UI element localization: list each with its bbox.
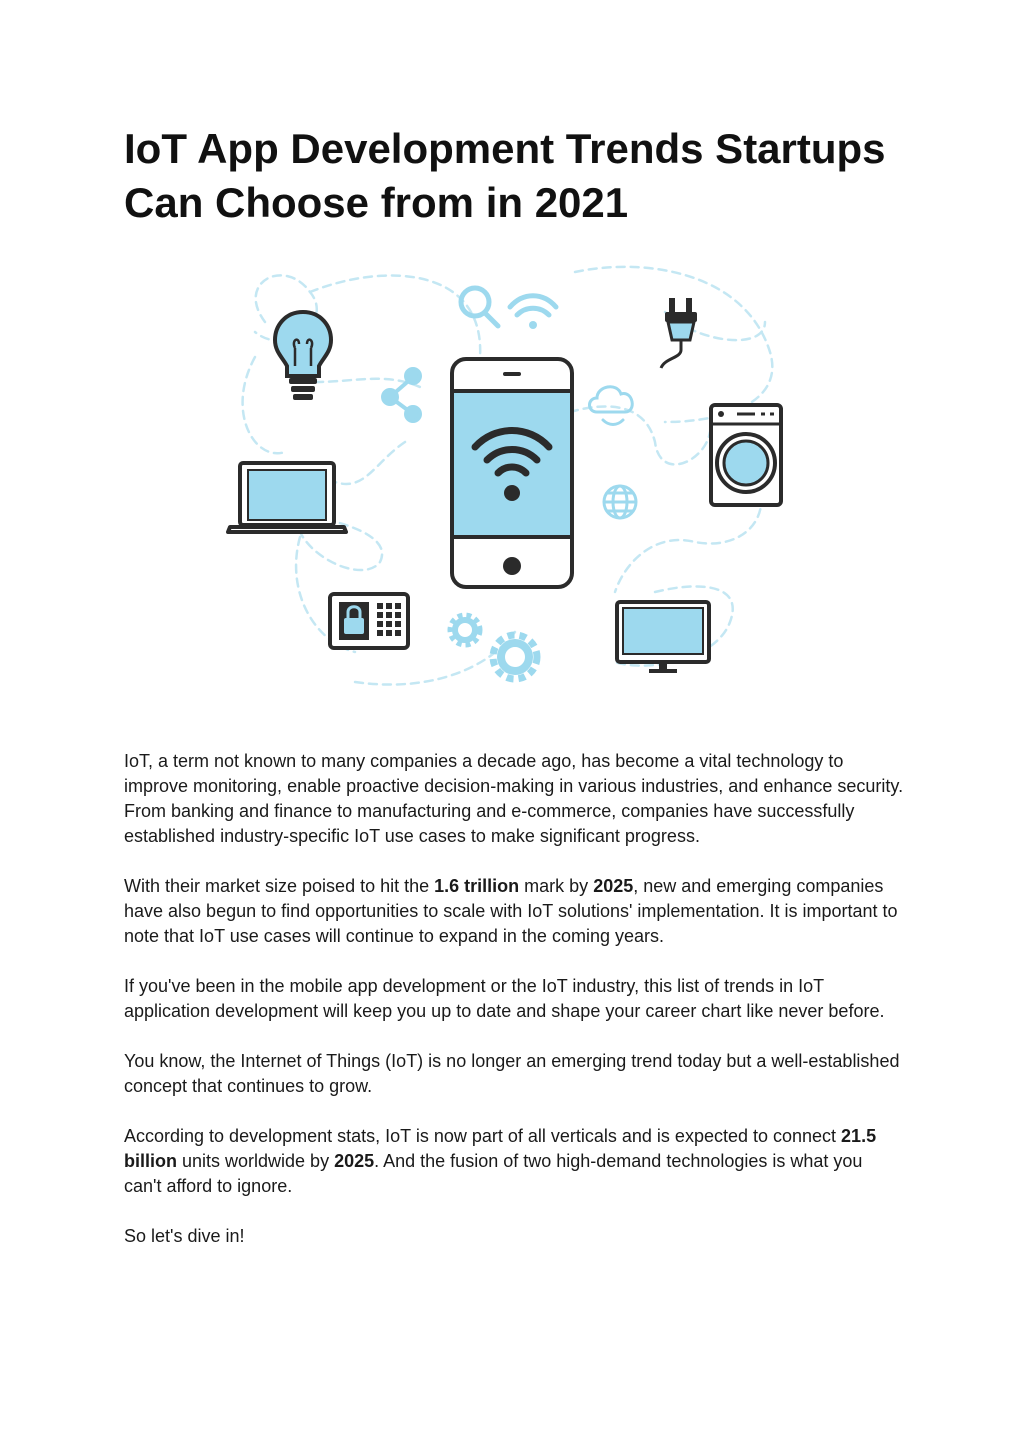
washing-machine-icon <box>711 405 781 505</box>
paragraph-5 <box>124 1124 904 1199</box>
connected-units-value: 21.5 billion <box>124 1126 877 1171</box>
paragraph-5-text-c: . And the fusion of two high-demand technologies is what you can't afford to ignore. <box>124 1151 863 1196</box>
wifi-icon <box>510 296 556 329</box>
monitor-icon <box>617 602 709 673</box>
globe-icon <box>604 486 636 518</box>
power-plug-icon <box>661 298 697 368</box>
share-icon <box>383 369 420 421</box>
smartphone-wifi-icon <box>452 359 572 587</box>
paragraph-1: IoT, a term not known to many companies a decade ago, has become a vital technology to improve monitoring, enable proactive decision-making in various industries, and enhance security. From banking and finance to manufacturing and e-commerce, companies have successfully established industry-specific IoT use cases to make significant progress. <box>124 751 904 846</box>
title-line-1: IoT App Development Trends Startups <box>124 125 886 172</box>
paragraph-5-text-a: According to development stats, IoT is now part of all verticals and is expected to connect <box>124 1126 842 1146</box>
paragraph-6: So let's dive in! <box>124 1226 245 1246</box>
laptop-icon <box>228 463 346 532</box>
paragraph-3: If you've been in the mobile app development or the IoT industry, this list of trends in IoT application development will keep you up to date and shape your career chart like never before. <box>124 976 885 1021</box>
paragraph-4: You know, the Internet of Things (IoT) is no longer an emerging trend today but a well-established concept that continues to grow. <box>124 1051 900 1096</box>
connected-units-year: 2025 <box>334 1151 375 1171</box>
page-title <box>124 122 924 230</box>
article-body <box>124 749 904 1274</box>
gear-icon <box>450 615 537 679</box>
safe-keypad-icon <box>330 594 408 648</box>
paragraph-2 <box>124 874 904 949</box>
paragraph-2-text-a: With their market size poised to hit the <box>124 876 435 896</box>
market-size-value: 1.6 trillion <box>434 876 520 896</box>
paragraph-2-text-b: mark by <box>519 876 594 896</box>
paragraph-5-text-b: units worldwide by <box>177 1151 335 1171</box>
market-size-year: 2025 <box>593 876 634 896</box>
lightbulb-icon <box>275 312 331 400</box>
paragraph-2-text-c: , new and emerging companies have also begun to find opportunities to scale with IoT solutions' implementation. It is important to note that IoT use cases will continue to expand in the coming years. <box>124 876 898 946</box>
iot-illustration <box>225 262 805 692</box>
title-line-2: Can Choose from in 2021 <box>124 179 629 226</box>
